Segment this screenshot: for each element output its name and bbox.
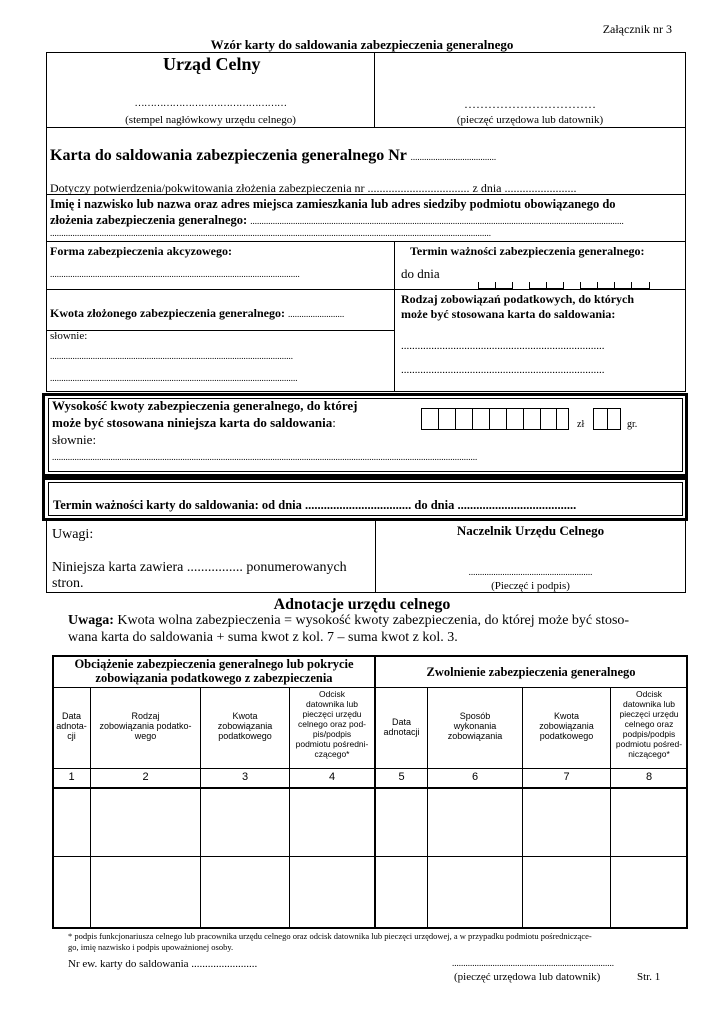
subject-label: Imię i nazwisko lub nazwa oraz adres miejsca zamieszkania lub adres siedziby podmiotu obowiązanego do xyxy=(50,197,616,211)
limit-words-field[interactable]: ............................................................................................................................................................................................. xyxy=(52,452,478,462)
pages-count-line-2: stron. xyxy=(52,576,84,591)
footer-seal-caption: (pieczęć urzędowa lub datownik) xyxy=(454,971,601,983)
amount-field[interactable]: ......................... xyxy=(287,309,345,319)
col-number-2: 2 xyxy=(142,771,149,783)
card-number-field[interactable]: ...................................... xyxy=(410,152,497,162)
stamp-field[interactable]: ………………………………………… xyxy=(134,98,287,109)
concerns-line[interactable]: Dotyczy potwierdzenia/pokwitowania złożenia zabezpieczenia nr .................................. z dnia ........................ xyxy=(50,181,577,195)
col-header-1: Data adnota- cji xyxy=(56,711,87,741)
col-number-8: 8 xyxy=(645,771,653,783)
amount-words-label: słownie: xyxy=(50,330,88,342)
annex-label: Załącznik nr 3 xyxy=(602,22,672,36)
head-signature-field[interactable]: ....................................................... xyxy=(468,567,593,577)
page-number: Str. 1 xyxy=(637,971,661,983)
col-number-4: 4 xyxy=(328,771,336,783)
card-validity-line[interactable]: Termin ważności karty do saldowania: od dnia .................................. do dnia ...................................... xyxy=(53,498,577,512)
col-header-4: Odcisk datownika lub pieczęci urzędu celnego oraz pod- pis/podpis podmiotu pośredni- czącego* xyxy=(295,689,369,759)
validity-to-label: do dnia xyxy=(401,266,440,281)
amount-words-field-2[interactable]: .............................................................................................................. xyxy=(50,373,298,383)
pages-count-line[interactable]: Niniejsza karta zawiera ................ ponumerowanych xyxy=(52,560,347,575)
subject-line: złożenia zabezpieczenia generalnego: ...................................................................................................................................................................... xyxy=(50,213,624,227)
card-title: Karta do saldowania zabezpieczenia generalnego Nr ...................................... xyxy=(50,147,497,164)
subject-field-2[interactable]: .................................................................................................................................................................................................... xyxy=(50,228,491,238)
head-caption: (Pieczęć i podpis) xyxy=(491,580,570,592)
col-header-2: Rodzaj zobowiązania podatko- wego xyxy=(99,711,192,741)
form-title: Wzór karty do saldowania zabezpieczenia generalnego xyxy=(210,37,514,52)
head-title: Naczelnik Urzędu Celnego xyxy=(456,523,605,538)
col-header-8: Odcisk datownika lub pieczęci urzędu celnego oraz podpis/podpis podmiotu pośred- niczącego* xyxy=(615,689,683,759)
col-header-6: Sposób wykonania zobowiązania xyxy=(447,711,503,741)
table-row[interactable] xyxy=(54,857,686,927)
record-number-field[interactable]: Nr ew. karty do saldowania ........................ xyxy=(68,958,258,970)
remarks-label: Uwagi: xyxy=(52,527,94,542)
col-number-3: 3 xyxy=(241,771,249,783)
tax-label-1: Rodzaj zobowiązań podatkowych, do których xyxy=(401,292,635,306)
col-header-7: Kwota zobowiązania podatkowego xyxy=(539,711,594,741)
col-header-5: Data adnotacji xyxy=(383,717,420,737)
group-right-header: Zwolnienie zabezpieczenia generalnego xyxy=(426,665,636,679)
currency-gr: gr. xyxy=(627,419,638,430)
office-name: Urząd Celny xyxy=(163,54,261,74)
form-field[interactable]: ............................................................................................................... xyxy=(50,269,300,279)
col-number-5: 5 xyxy=(398,771,405,783)
col-number-6: 6 xyxy=(471,771,479,783)
amount-line xyxy=(50,306,344,321)
stamp-caption: (stempel nagłówkowy urzędu celnego) xyxy=(125,114,296,126)
seal-field[interactable]: …………………………… xyxy=(464,97,596,111)
col-number-1: 1 xyxy=(68,771,75,783)
subject-field[interactable]: ...................................................................................................................................................................... xyxy=(250,216,624,226)
limit-label-1: Wysokość kwoty zabezpieczenia generalnego, do której xyxy=(52,398,358,413)
form-label: Forma zabezpieczenia akcyzowego: xyxy=(50,244,232,258)
validity-label: Termin ważności zabezpieczenia generalnego: xyxy=(410,244,645,258)
annotations-title: Adnotacje urzędu celnego xyxy=(273,596,451,613)
limit-words-label: słownie: xyxy=(52,432,97,447)
footer-seal-field[interactable]: ........................................................................ xyxy=(452,958,614,968)
col-header-3: Kwota zobowiązania podatkowego xyxy=(217,711,273,741)
table-row[interactable] xyxy=(54,789,686,856)
amount-words-field[interactable]: ............................................................................................................ xyxy=(50,351,293,361)
currency-zl: zł xyxy=(577,419,585,430)
tax-field-2[interactable]: .......................................................................... xyxy=(401,364,605,376)
group-left-header: Obciążenie zabezpieczenia generalnego lub pokrycie zobowiązania podatkowego z zabezpieczenia xyxy=(74,657,354,685)
annotation-note-1: Uwaga: Kwota wolna zabezpieczenia = wysokość kwoty zabezpieczenia, do której może być stoso- xyxy=(68,613,630,628)
limit-label-2: może być stosowana niniejsza karta do saldowania: xyxy=(52,415,336,430)
amount-label: Kwota złożonego zabezpieczenia generalnego: xyxy=(50,306,285,320)
footnote-2: go, imię nazwisko i podpis upoważnionej osoby. xyxy=(68,942,234,952)
col-number-7: 7 xyxy=(563,771,570,783)
seal-caption: (pieczęć urzędowa lub datownik) xyxy=(456,114,604,126)
footnote-1: * podpis funkcjonariusza celnego lub pracownika urzędu celnego oraz odcisk datownika lub pieczęci urzędowej, a w przypadku podmiotu pośredniczące- xyxy=(68,931,592,941)
tax-label-2: może być stosowana karta do saldowania: xyxy=(401,307,616,321)
annotation-note-2: wana karta do saldowania + suma kwot z kol. 7 – suma kwot z kol. 3. xyxy=(68,630,458,645)
tax-field-1[interactable]: .......................................................................... xyxy=(401,340,605,352)
